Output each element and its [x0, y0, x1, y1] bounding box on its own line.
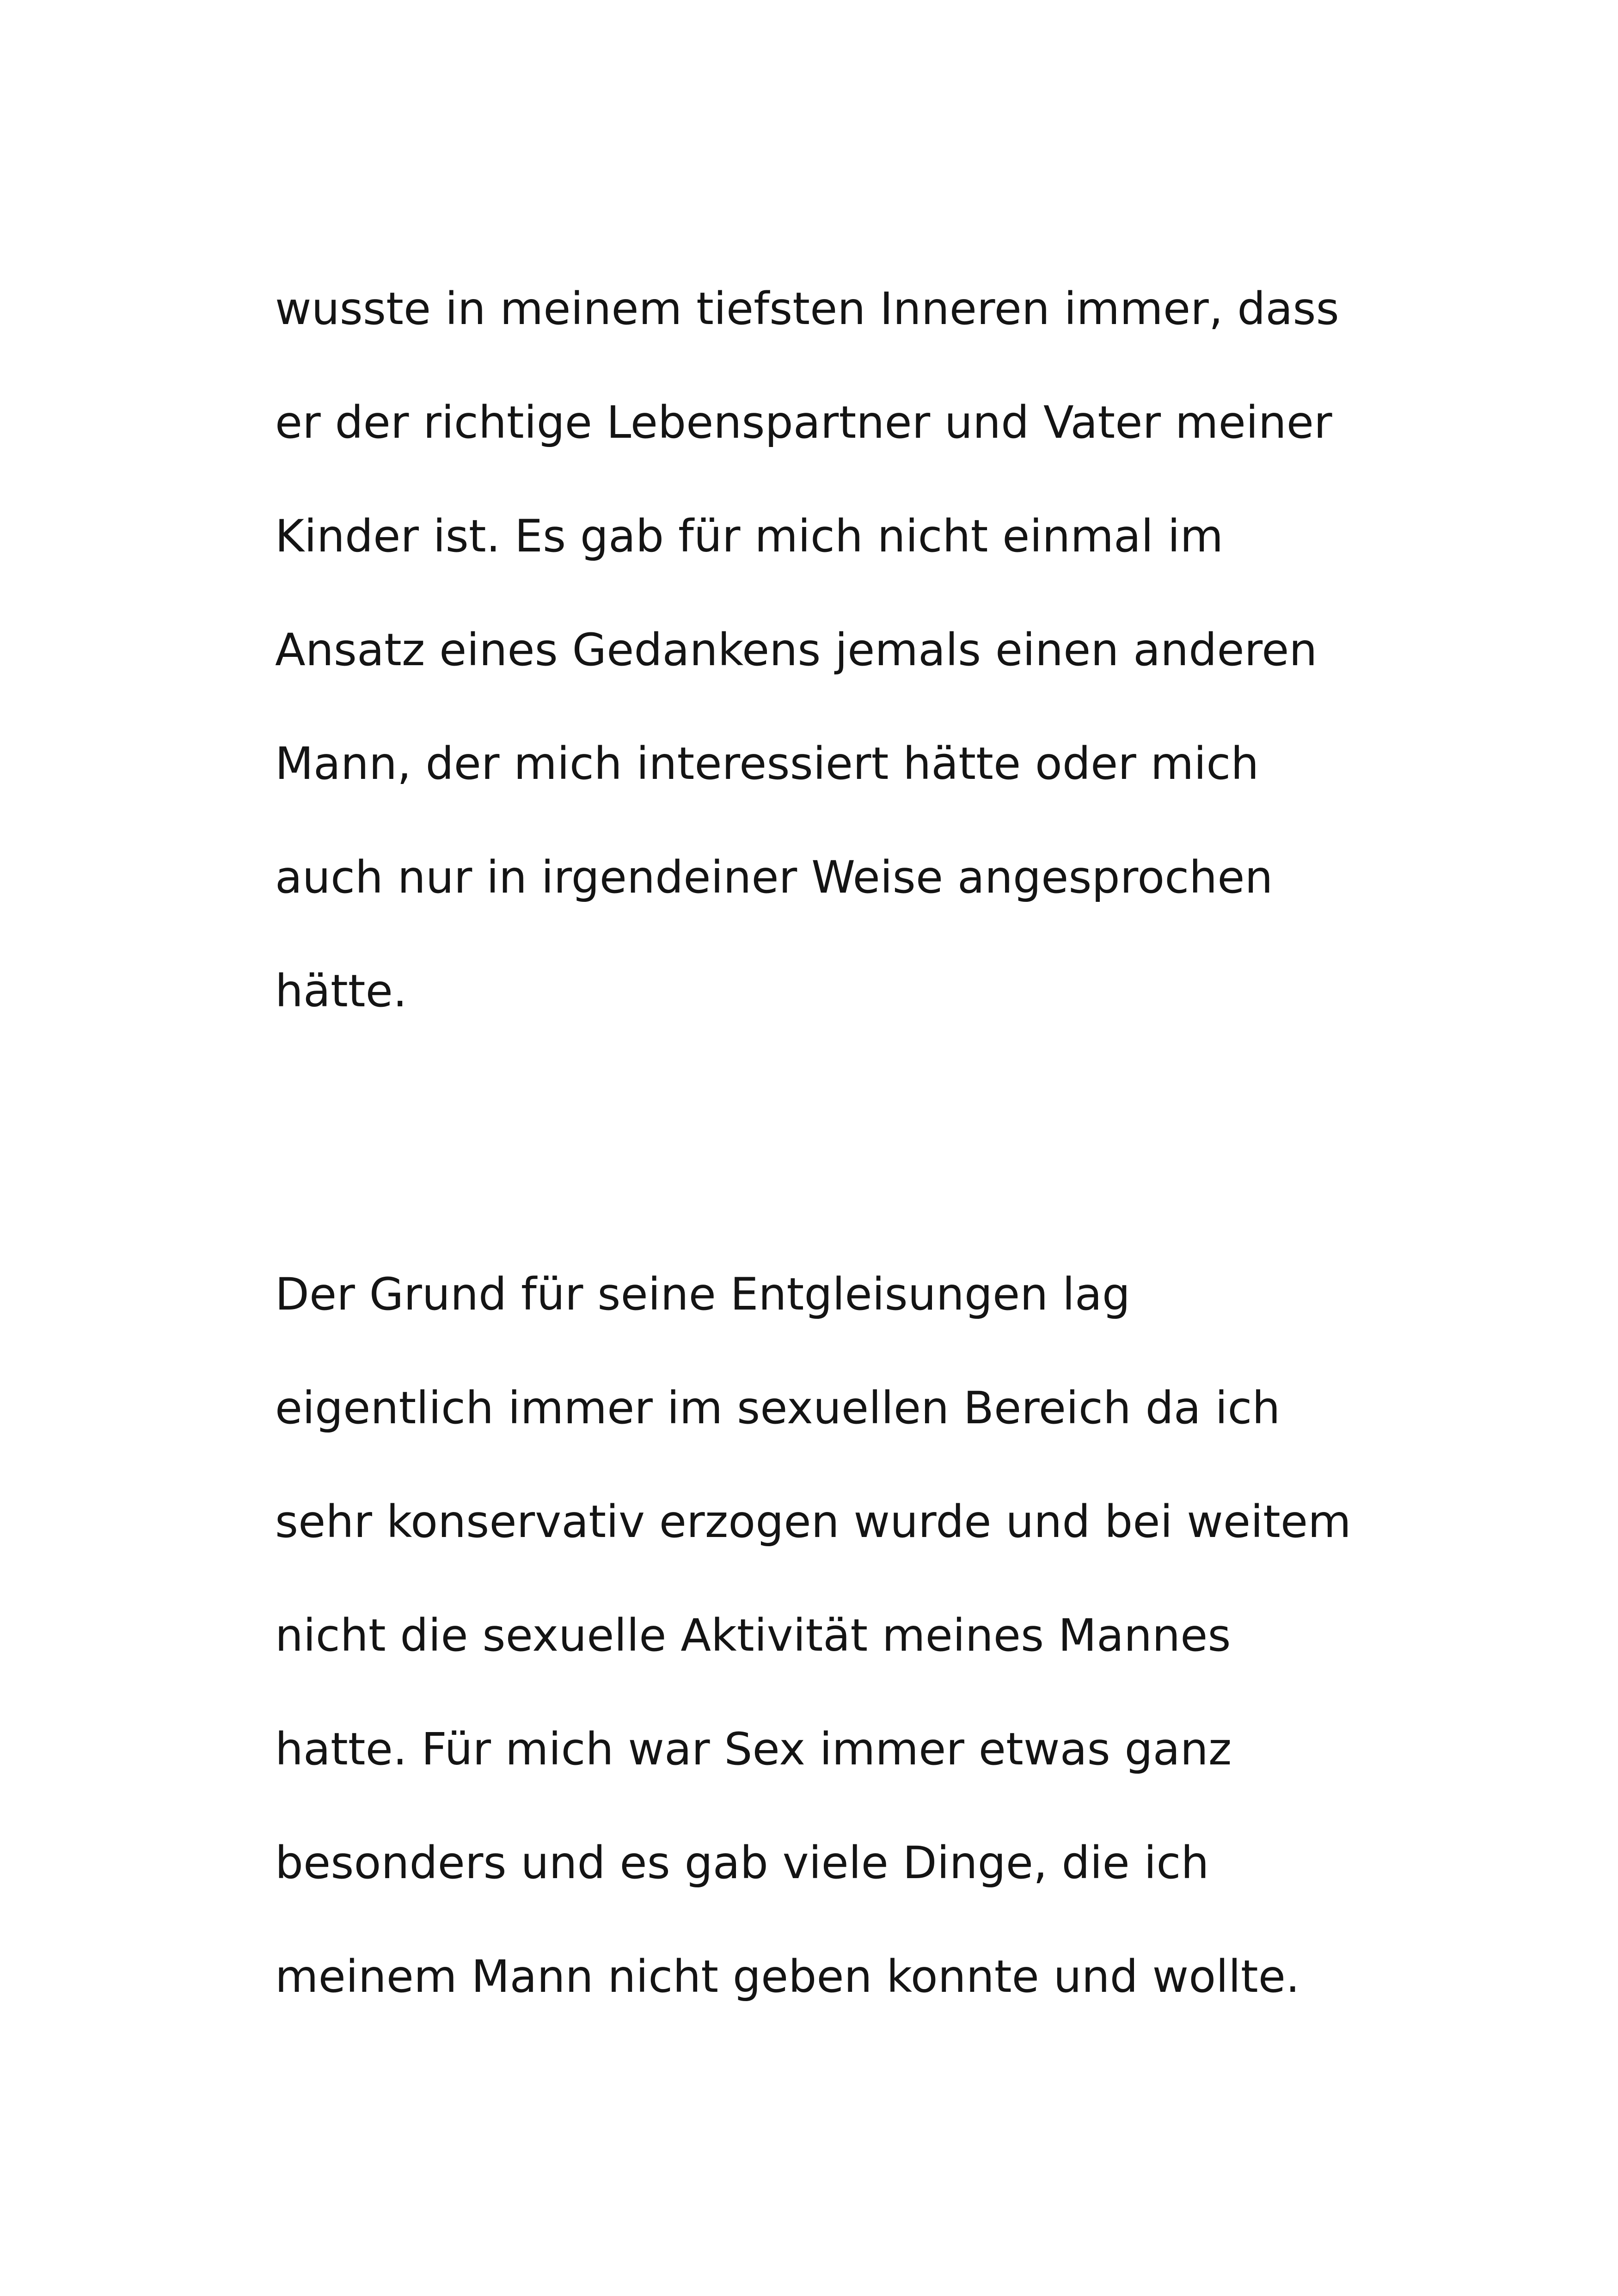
- paragraph-line: Mann, der mich interessiert hätte oder mich: [275, 738, 1259, 790]
- paragraph-line: wusste in meinem tiefsten Inneren immer, dass: [275, 283, 1339, 335]
- paragraph-line: nicht die sexuelle Aktivität meines Mannes: [275, 1610, 1231, 1661]
- paragraph-line: Kinder ist. Es gab für mich nicht einmal im: [275, 510, 1224, 562]
- paragraph-line: hatte. Für mich war Sex immer etwas ganz: [275, 1723, 1232, 1775]
- paragraph-line: er der richtige Lebenspartner und Vater meiner: [275, 397, 1332, 448]
- paragraph-line: Der Grund für seine Entgleisungen lag: [275, 1268, 1131, 1320]
- paragraph-line: sehr konservativ erzogen wurde und bei weitem: [275, 1496, 1351, 1548]
- paragraph-line: besonders und es gab viele Dinge, die ich: [275, 1837, 1209, 1889]
- paragraph-line: Ansatz eines Gedankens jemals einen anderen: [275, 624, 1318, 676]
- paragraph-line: auch nur in irgendeiner Weise angesprochen: [275, 851, 1273, 903]
- paragraph-line: hätte.: [275, 965, 407, 1017]
- paragraph-line: meinem Mann nicht geben konnte und wollte.: [275, 1951, 1300, 2002]
- paragraph-line: eigentlich immer im sexuellen Bereich da ich: [275, 1382, 1281, 1434]
